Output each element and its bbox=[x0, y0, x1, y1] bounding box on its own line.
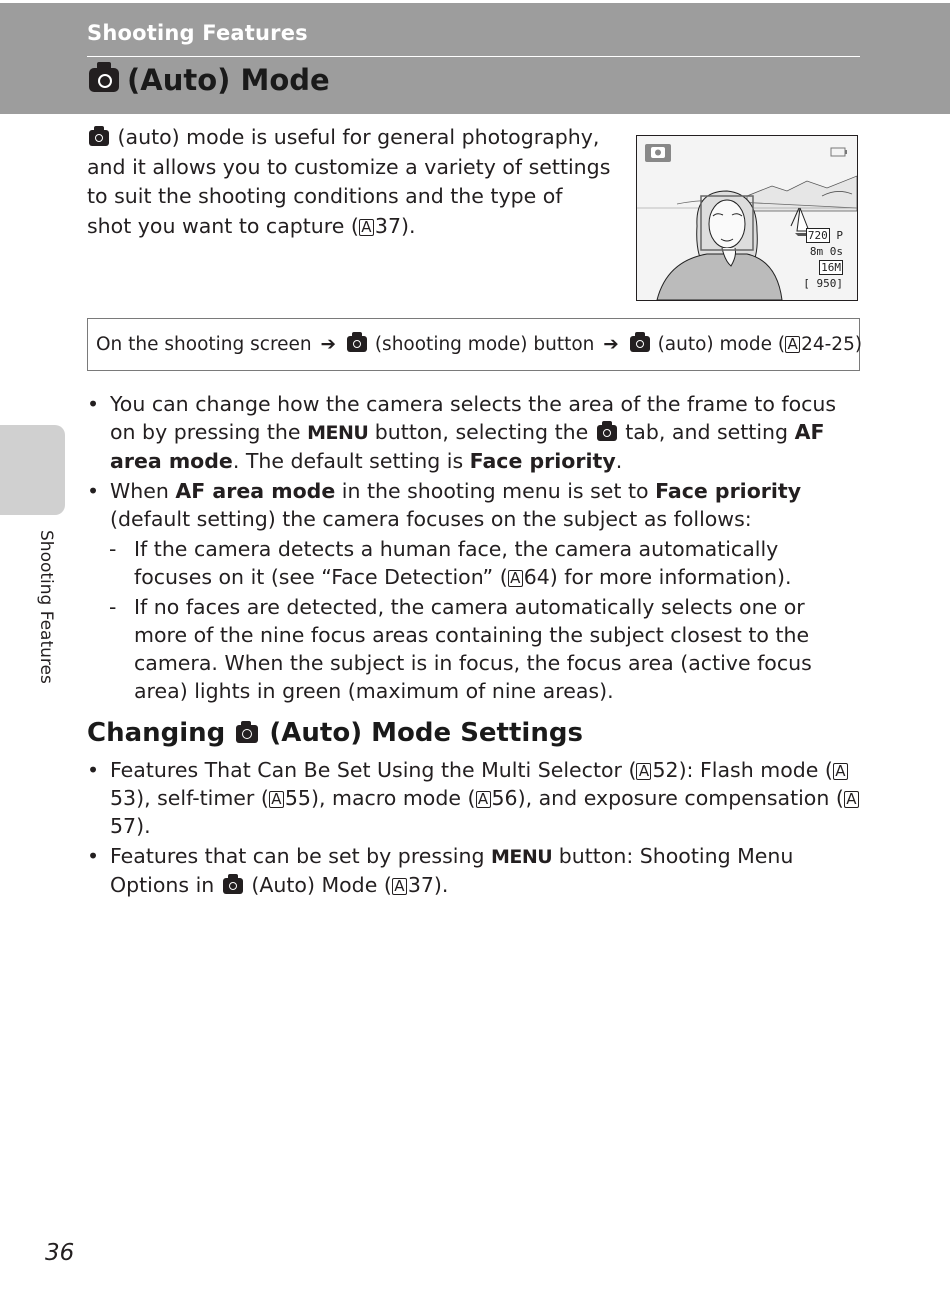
page-ref: 56 bbox=[491, 786, 518, 810]
camera-auto-icon bbox=[597, 425, 617, 441]
text: button, selecting the bbox=[368, 420, 595, 444]
side-tab-label: Shooting Features bbox=[36, 530, 56, 684]
text: Features That Can Be Set Using the Multi Selector ( bbox=[110, 758, 637, 782]
text: (default setting) the camera focuses on the subject as follows: bbox=[110, 507, 752, 531]
side-tab-marker bbox=[0, 425, 65, 515]
text: If the camera detects a human face, the camera automatically focuses on it (see “Face Detection” ( bbox=[134, 537, 779, 589]
bold-term: AF area mode bbox=[110, 420, 825, 473]
camera-auto-icon bbox=[630, 336, 650, 352]
section-heading bbox=[87, 718, 583, 748]
heading-text: (Auto) Mode Settings bbox=[269, 718, 583, 748]
nav-step-1: On the shooting screen bbox=[96, 334, 312, 355]
reference-icon: A bbox=[785, 336, 800, 353]
nav-step-end: ) bbox=[854, 334, 863, 355]
camera-auto-icon bbox=[223, 878, 243, 894]
reference-icon: A bbox=[476, 791, 491, 808]
list-item bbox=[87, 756, 862, 840]
section-label: Shooting Features bbox=[87, 21, 308, 45]
bold-term: Face priority bbox=[469, 449, 616, 473]
camera-auto-icon bbox=[89, 130, 109, 146]
intro-paragraph bbox=[87, 123, 612, 241]
list-item bbox=[87, 842, 862, 899]
page-ref: 55 bbox=[284, 786, 311, 810]
list-item bbox=[87, 477, 862, 533]
text: ) for more information). bbox=[549, 565, 792, 589]
text: (Auto) Mode ( bbox=[244, 873, 392, 897]
screen-indicators bbox=[803, 228, 843, 292]
nav-step-3: (auto) mode ( bbox=[657, 334, 786, 355]
page-ref: 52 bbox=[652, 758, 679, 782]
page-number: 36 bbox=[45, 1240, 75, 1266]
page-ref: 37 bbox=[374, 213, 401, 238]
text: ), self-timer ( bbox=[136, 786, 269, 810]
reference-icon: A bbox=[833, 763, 848, 780]
page-title bbox=[87, 63, 330, 97]
sub-list-item bbox=[87, 535, 862, 591]
list-item bbox=[87, 390, 862, 475]
text: ): Flash mode ( bbox=[678, 758, 833, 782]
text: tab, and setting bbox=[618, 420, 795, 444]
video-format-suffix: P bbox=[836, 229, 843, 242]
recording-time: 8m 0s bbox=[809, 245, 843, 258]
text: You can change how the camera selects the area of the frame to focus on by pressing the bbox=[110, 392, 837, 444]
menu-icon: MENU bbox=[307, 422, 369, 444]
page-header bbox=[0, 0, 950, 114]
reference-icon: A bbox=[844, 791, 859, 808]
shots-remaining: [ 950] bbox=[803, 277, 843, 290]
text: ), and exposure compensation ( bbox=[517, 786, 844, 810]
navigation-path-box bbox=[87, 318, 863, 371]
bullet-list-settings bbox=[87, 756, 862, 901]
reference-icon: A bbox=[269, 791, 284, 808]
reference-icon: A bbox=[508, 570, 523, 587]
reference-icon: A bbox=[359, 219, 374, 236]
image-size-indicator: 16M bbox=[821, 261, 841, 274]
text: ), macro mode ( bbox=[310, 786, 476, 810]
page-ref: 24-25 bbox=[801, 334, 855, 355]
dash: - bbox=[109, 537, 117, 561]
text: Features that can be set by pressing bbox=[110, 844, 491, 868]
page-ref: 64 bbox=[523, 565, 550, 589]
arrow-icon: ➔ bbox=[603, 334, 619, 355]
text: . The default setting is bbox=[232, 449, 470, 473]
heading-text: Changing bbox=[87, 718, 226, 748]
header-divider bbox=[87, 56, 860, 57]
bold-term: Face priority bbox=[655, 479, 802, 503]
text: ). bbox=[433, 873, 449, 897]
camera-auto-icon bbox=[236, 725, 258, 743]
video-format-indicator: 720 bbox=[807, 229, 828, 242]
bold-term: AF area mode bbox=[175, 479, 336, 503]
camera-auto-icon bbox=[347, 336, 367, 352]
text: ). bbox=[136, 814, 151, 838]
text: When bbox=[110, 479, 176, 503]
dash: - bbox=[109, 595, 117, 619]
bullet-list bbox=[87, 390, 862, 705]
camera-auto-icon bbox=[89, 68, 119, 92]
page-ref: 53 bbox=[110, 786, 137, 810]
sub-list-item bbox=[87, 593, 862, 705]
arrow-icon: ➔ bbox=[320, 334, 337, 355]
camera-screen-illustration bbox=[636, 135, 858, 301]
menu-icon: MENU bbox=[490, 846, 553, 868]
page-ref: 37 bbox=[407, 873, 434, 897]
text: button: Shooting Menu Options in bbox=[110, 844, 794, 897]
intro-text-end: ). bbox=[401, 213, 416, 238]
nav-step-2: (shooting mode) button bbox=[374, 334, 595, 355]
text: in the shooting menu is set to bbox=[335, 479, 656, 503]
text: If no faces are detected, the camera automatically selects one or more of the nine focus areas containing the subject closest to the camera. When the subject is in focus, the focus area (active focus area) lights in green (maximum of nine areas). bbox=[134, 595, 812, 703]
reference-icon: A bbox=[636, 763, 651, 780]
reference-icon: A bbox=[392, 878, 407, 895]
text: . bbox=[615, 449, 623, 473]
page-ref: 57 bbox=[110, 814, 137, 838]
page-title-text: (Auto) Mode bbox=[127, 63, 330, 97]
intro-text: (auto) mode is useful for general photography, and it allows you to customize a variety of settings to suit the shooting conditions and the type of shot you want to capture ( bbox=[87, 125, 611, 238]
